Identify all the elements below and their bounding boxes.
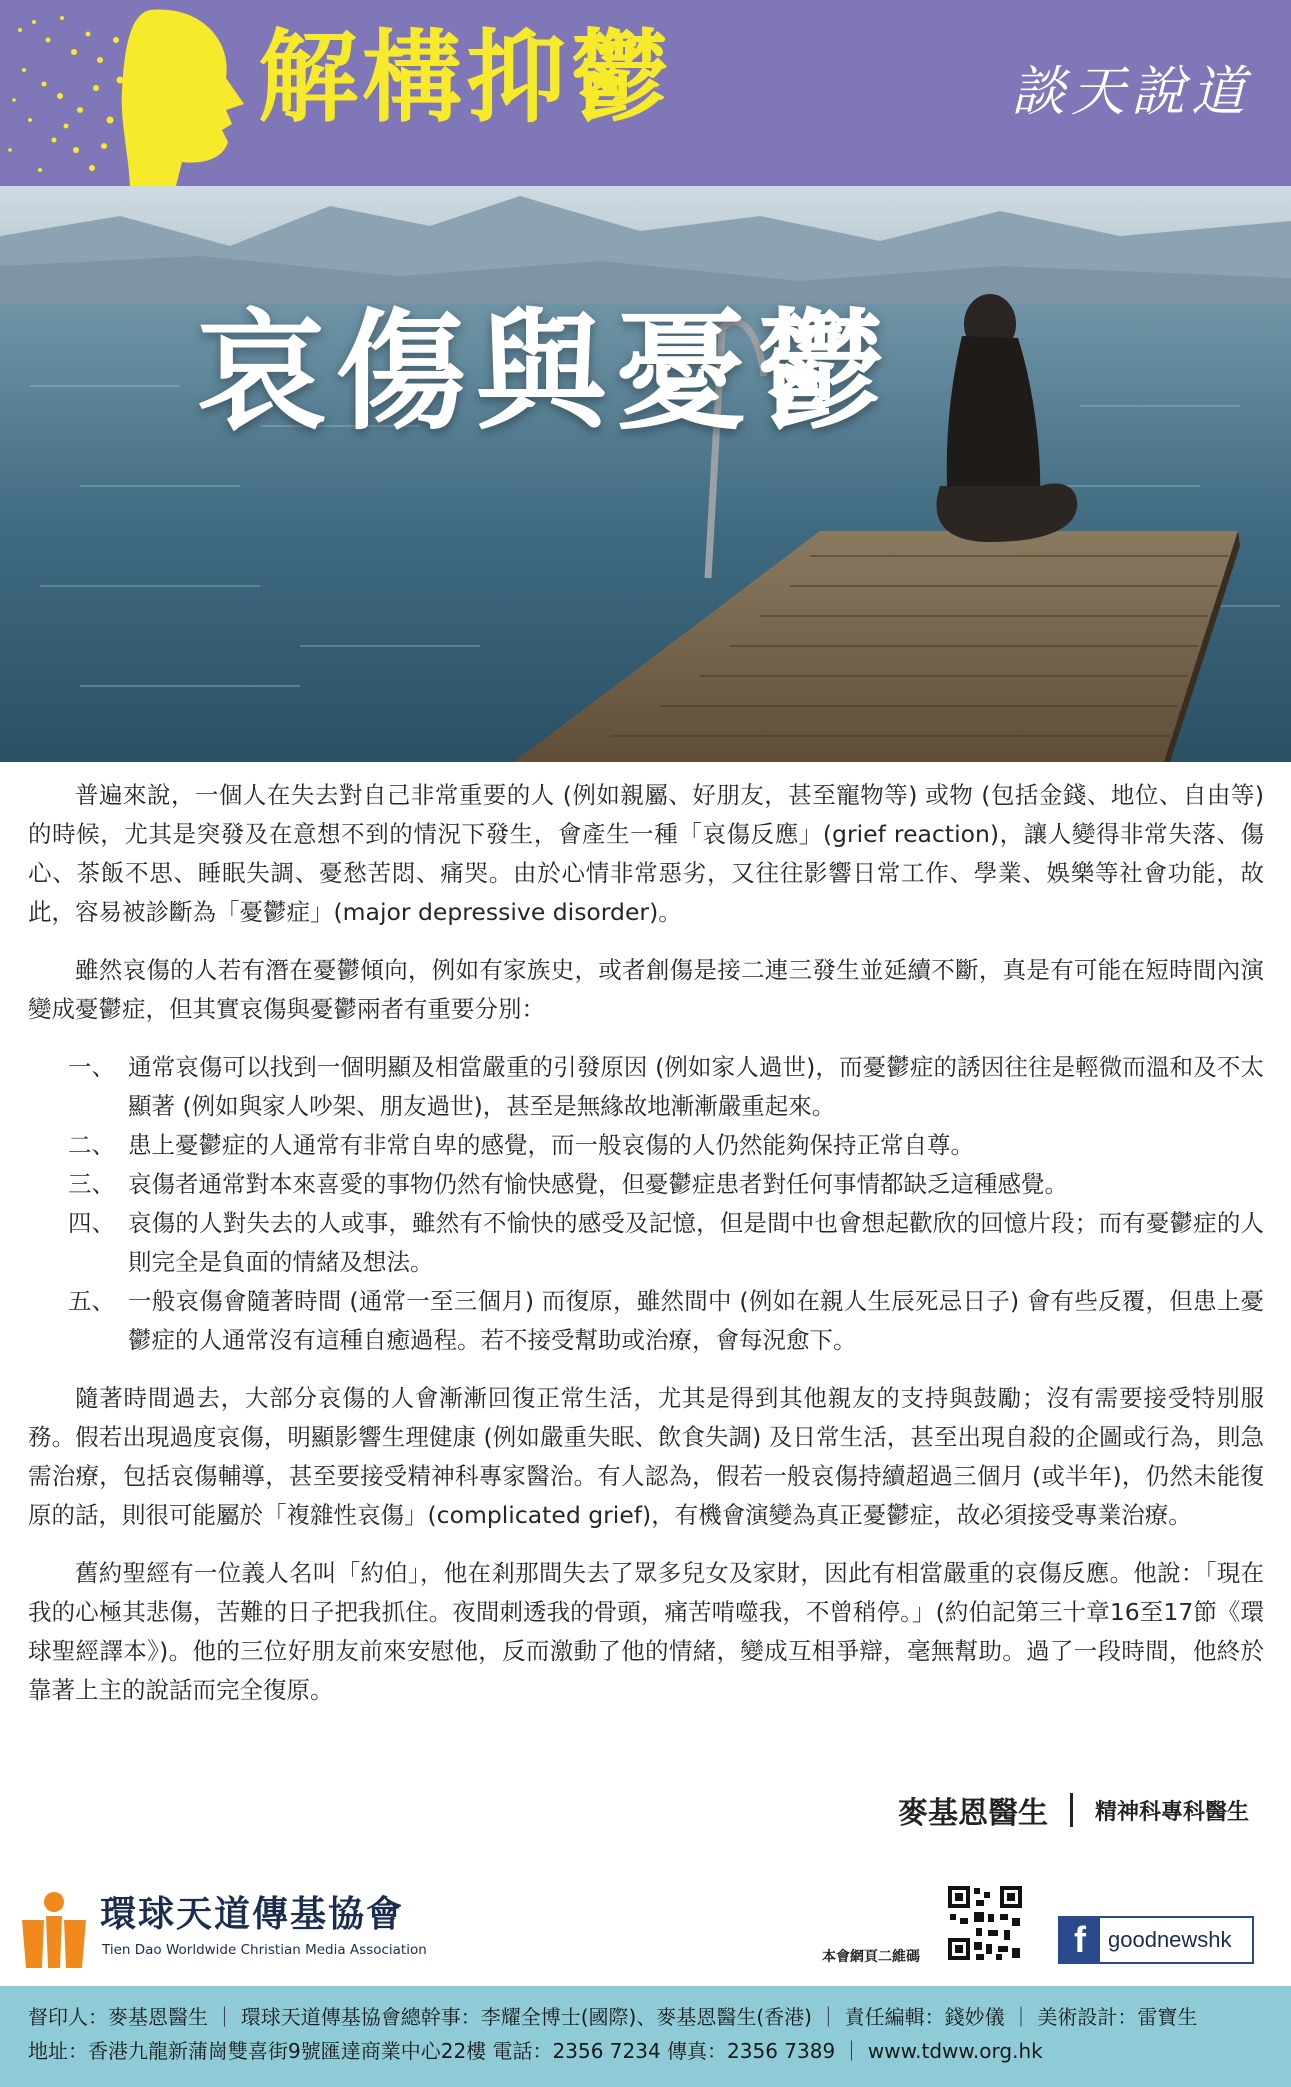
paragraph: 隨著時間過去，大部分哀傷的人會漸漸回復正常生活，尤其是得到其他親友的支持與鼓勵；沒有需要接受特別服務。假若出現過度哀傷，明顯影響生理健康 (例如嚴重失眠、飲食失調) 及日常生活，甚至出現自殺的企圖或行為，則急需治療，包括哀傷輔導，甚至要接受精神科專家醫治。有人認為，假若一般哀傷持續超過三個月 (或半年)，仍然未能復原的話，則很可能屬於「複雜性哀傷」(complicated grief)，有機會演變為真正憂鬱症，故必須接受專業治療。 xyxy=(28,1384,1264,1529)
difference-list xyxy=(28,1048,1264,1360)
header-banner xyxy=(0,0,1291,186)
author-name: 麥基恩醫生 xyxy=(897,1796,1048,1831)
lake-pier-illustration xyxy=(0,186,1291,762)
organization-name-english: Tien Dao Worldwide Christian Media Association xyxy=(102,1942,427,1958)
list-item xyxy=(28,1282,1264,1360)
list-number: 五、 xyxy=(68,1287,115,1315)
column-logo: 談天說道 xyxy=(1011,60,1251,123)
list-text: 通常哀傷可以找到一個明顯及相當嚴重的引發原因 (例如家人過世)，而憂鬱症的誘因往往是輕微而溫和及不太顯著 (例如與家人吵架、朋友過世)，甚至是無緣故地漸漸嚴重起來。 xyxy=(128,1053,1264,1120)
face-silhouette-logo xyxy=(0,0,260,186)
series-title: 解構抑鬱 xyxy=(258,19,674,136)
qr-code-label: 本會網頁二維碼 xyxy=(822,1949,920,1965)
contact-line: 地址：香港九龍新蒲崗雙喜街9號匯達商業中心22樓 電話：2356 7234 傳真：2356 7389 ｜ www.tdww.org.hk xyxy=(28,2039,1043,2063)
list-number: 一、 xyxy=(68,1053,115,1081)
author-byline xyxy=(898,1788,1249,1832)
article-title: 哀傷與憂鬱 xyxy=(196,296,897,448)
list-item xyxy=(28,1204,1264,1282)
hero-image xyxy=(0,186,1291,762)
list-item xyxy=(28,1048,1264,1126)
list-text: 哀傷者通常對本來喜愛的事物仍然有愉快感覺，但憂鬱症患者對任何事情都缺乏這種感覺。 xyxy=(128,1170,1068,1198)
list-text: 患上憂鬱症的人通常有非常自卑的感覺，而一般哀傷的人仍然能夠保持正常自尊。 xyxy=(128,1131,974,1159)
credits-line: 督印人：麥基恩醫生 ｜ 環球天道傳基協會總幹事：李耀全博士(國際)、麥基恩醫生(香港) ｜ 責任編輯：錢妙儀 ｜ 美術設計：雷寶生 xyxy=(28,2005,1198,2029)
list-number: 四、 xyxy=(68,1209,115,1237)
article-body xyxy=(28,776,1264,1729)
paragraph: 雖然哀傷的人若有潛在憂鬱傾向，例如有家族史，或者創傷是接二連三發生並延續不斷，真是有可能在短時間內演變成憂鬱症，但其實哀傷與憂鬱兩者有重要分別： xyxy=(28,956,1264,1023)
divider xyxy=(1070,1793,1073,1827)
facebook-icon: f xyxy=(1060,1918,1100,1962)
qr-code-icon[interactable] xyxy=(948,1886,1022,1960)
author-role: 精神科專科醫生 xyxy=(1094,1799,1249,1825)
organization-name: 環球天道傳基協會 xyxy=(100,1894,405,1935)
paragraph: 舊約聖經有一位義人名叫「約伯」，他在剎那間失去了眾多兒女及家財，因此有相當嚴重的哀傷反應。他說：「現在我的心極其悲傷，苦難的日子把我抓住。夜間刺透我的骨頭，痛苦啃噬我，不曾稍停。」(約伯記第三十章16至17節《環球聖經譯本》)。他的三位好朋友前來安慰他，反而激動了他的情緒，變成互相爭辯，毫無幫助。過了一段時間，他終於靠著上主的說話而完全復原。 xyxy=(28,1559,1264,1704)
list-text: 哀傷的人對失去的人或事，雖然有不愉快的感受及記憶，但是間中也會想起歡欣的回憶片段；而有憂鬱症的人則完全是負面的情緒及想法。 xyxy=(128,1209,1264,1276)
facebook-handle: goodnewshk xyxy=(1108,1927,1232,1952)
qr-block xyxy=(822,1886,1022,1966)
list-item xyxy=(28,1126,1264,1165)
organization-logo-icon xyxy=(18,1890,90,1970)
list-number: 三、 xyxy=(68,1170,115,1198)
list-item xyxy=(28,1165,1264,1204)
paragraph: 普遍來說，一個人在失去對自己非常重要的人 (例如親屬、好朋友，甚至寵物等) 或物 (包括金錢、地位、自由等) 的時候，尤其是突發及在意想不到的情況下發生，會產生一種「哀傷反應」(grief reaction)，讓人變得非常失落、傷心、茶飯不思、睡眠失調、憂愁苦悶、痛哭。由於心情非常惡劣，又往往影響日常工作、學業、娛樂等社會功能，故此，容易被診斷為「憂鬱症」(major depressive disorder)。 xyxy=(28,781,1264,926)
credits-bar xyxy=(0,1986,1291,2087)
facebook-link[interactable] xyxy=(1058,1916,1254,1964)
organization-logo xyxy=(18,1890,438,1970)
list-number: 二、 xyxy=(68,1131,115,1159)
list-text: 一般哀傷會隨著時間 (通常一至三個月) 而復原，雖然間中 (例如在親人生辰死忌日子) 會有些反覆，但患上憂鬱症的人通常沒有這種自癒過程。若不接受幫助或治療，會每況愈下。 xyxy=(128,1287,1264,1354)
